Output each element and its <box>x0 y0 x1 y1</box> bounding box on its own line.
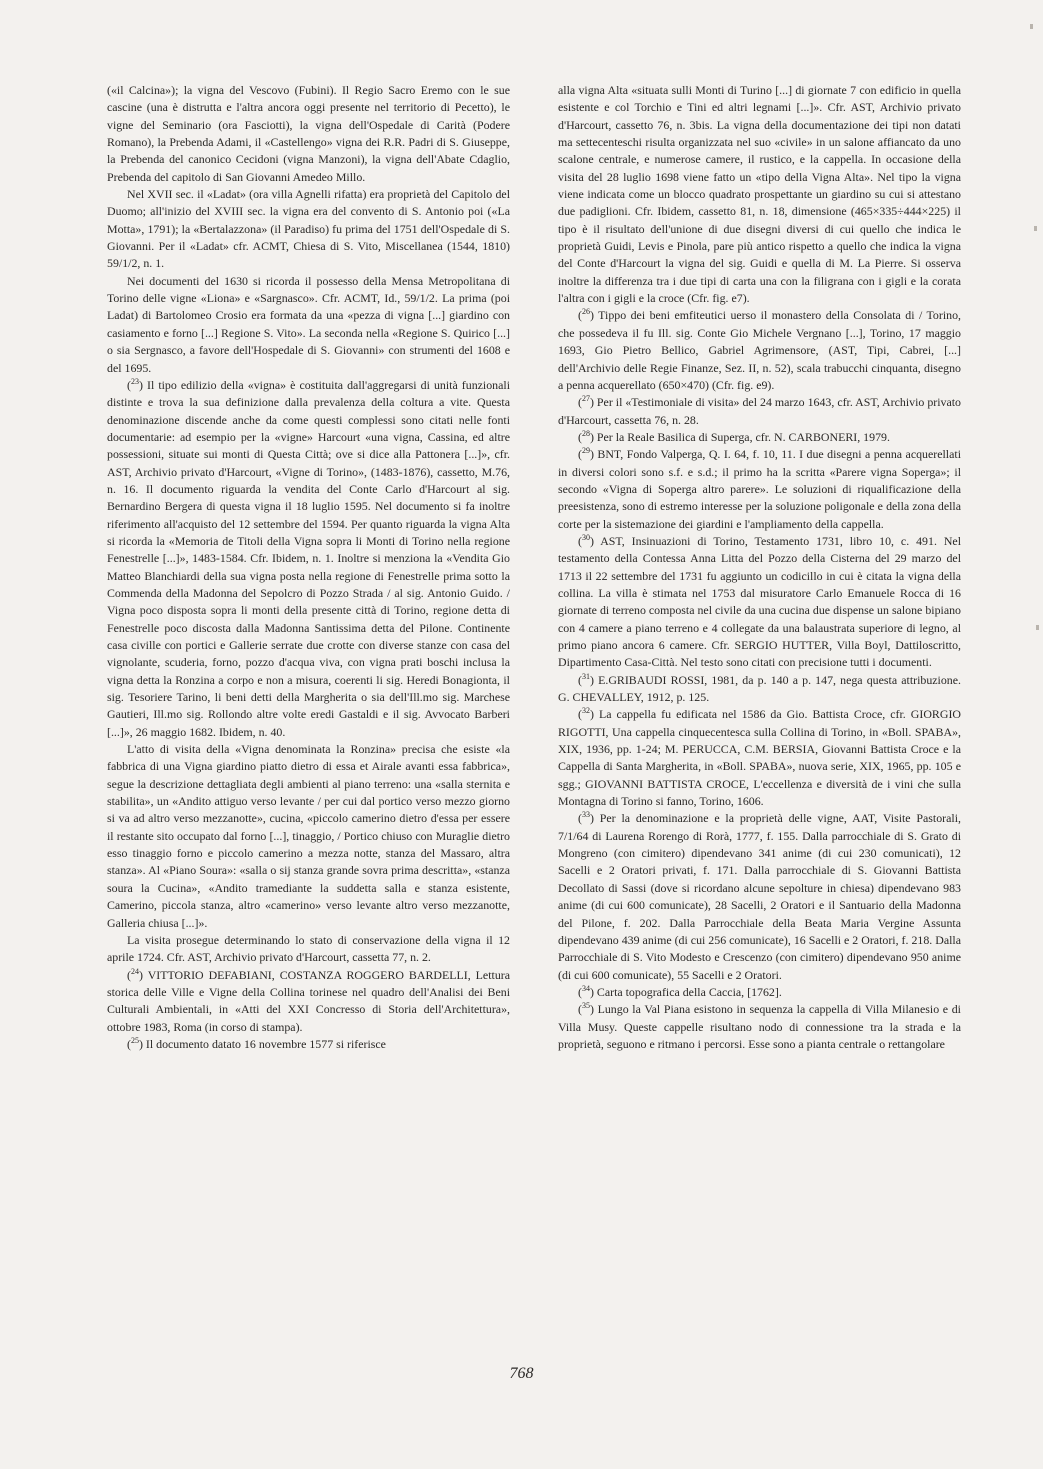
paragraph: La visita prosegue determinando lo stato di conservazione della vigna il 12 aprile 1724. Cfr. AST, Archivio privato d'Harcourt, cassetta 77, n. 2. <box>107 932 510 965</box>
scan-speck <box>1036 625 1039 630</box>
footnote-marker: 25 <box>130 1035 139 1045</box>
paragraph: alla vigna Alta «situata sulli Monti di Turino [...] di giornate 7 con edificio in quella esistente e col Torchio e Tini ed altri legnami [...]». Cfr. AST, Archivio privato d'Harcourt, cassetto 76, n. 3bis. La vigna della documentazione dei tipi non datati ma settecenteschi risulta organizzata nel suo «civile» in un salone affiancato da uno scalone centrale, e numerose camere, il rustico, e la cappella. In occasione della visita del 28 luglio 1698 viene fatto un «tipo della Vigna Alta». Nel tipo la vigna viene indicata come un blocco quadrato prospettante un giardino su cui si attestano due padiglioni. Cfr. Ibidem, cassetto 81, n. 18, dimensione (465×335÷444×225) il tipo è il risultato dell'unione di due disegni diversi di cui quello che indica le proprietà Guidi, Levis e Pinola, pare più antico rispetto a quello che indica la vigna del Conte d'Harcourt la vigna del sig. Guidi e quella di M. La Pierre. Si osserva inoltre la differenza tra i due tipi di carta una con la filigrana con i gigli e la corata l'altra con i gigli e la croce (Cfr. fig. e7). <box>558 83 961 306</box>
footnote-34: ($^{34}$) Carta topografica della Caccia, [1762]. <box>578 983 782 999</box>
scan-speck <box>1030 24 1033 29</box>
footnote-marker: 33 <box>581 810 590 820</box>
footnote-marker: 27 <box>581 394 590 404</box>
footnote-marker: 35 <box>581 1001 590 1011</box>
footnote-24: ($^{24}$) VITTORIO DEFABIANI, COSTANZA ROGGERO BARDELLI, Lettura storica delle Ville e Vigne della Collina torinese nel quadro dell'Analisi dei Beni Culturali Ambientali, in «Atti del XXI Concresso di Storia dell'Architettura», ottobre 1983, Roma (in corso di stampa). <box>107 966 510 1034</box>
footnote-29: ($^{29}$) BNT, Fondo Valperga, Q. I. 64, f. 10, 11. I due disegni a penna acquerellati in diversi colori sono s.f. e s.d.; il primo ha la scritta «Parere vigna Soperga»; il secondo «Vigna di Soperga altro parere». Le soluzioni di riqualificazione della preesistenza, sono di estremo interesse per la soluzione poligonale e della zona della corte per la sistemazione dei giardini e l'ampliamento della cappella. <box>558 446 961 531</box>
footnote-marker: 28 <box>581 428 590 438</box>
footnote-marker: 34 <box>581 983 590 993</box>
page-number: 768 <box>509 1365 534 1382</box>
footnote-28: ($^{28}$) Per la Reale Basilica di Superga, cfr. N. CARBONERI, 1979. <box>578 428 890 444</box>
footnote-marker: 32 <box>581 706 590 716</box>
scan-speck <box>1034 226 1037 231</box>
paragraph: («il Calcina»); la vigna del Vescovo (Fubini). Il Regio Sacro Eremo con le sue cascine (una è distrutta e l'altra ancora oggi presente nel territorio di Pecetto), le vigne del Seminario (ora Fasciotti), la vigna dell'Ospedale di Carità (Podere Romano), la Prebenda Adami, il «Castellengo» vigna dei R.R. Padri di S. Giuseppe, la Prebenda del canonico Cecidoni (vigna Manzoni), la vigna dell'Abate Cdaglio, Prebenda del capitolo di San Giovanni Amedeo Millo. <box>107 83 510 184</box>
footnote-27: ($^{27}$) Per il «Testimoniale di visita» del 24 marzo 1643, cfr. AST, Archivio privato d'Harcourt, cassetta 76, n. 28. <box>558 394 961 427</box>
left-column <box>107 82 510 1053</box>
paragraph: Nei documenti del 1630 si ricorda il possesso della Mensa Metropolitana di Torino delle vigne «Liona» e «Sargnasco». Cfr. ACMT, Id., 59/1/2. La prima (poi Ladat) di Bartolomeo Crosio era formata da una «pezza di vigna [...] giardino con casiamento e forno [...] Regione S. Vito». La seconda nella «Regione S. Quirico [...] o sia Sergnasco, a favore dell'Hospedale di S. Giovanni» con strumenti del 1608 e del 1695. <box>107 273 510 375</box>
footnote-30: ($^{30}$) AST, Insinuazioni di Torino, Testamento 1731, libro 10, c. 491. Nel testamento della Contessa Anna Litta del Pozzo della Cisterna del 29 marzo del 1713 il 22 settembre del 1731 fu aggiunto un codicillo in cui è citata la vigna della collina. La villa è stimata nel 1753 dal misuratore Carlo Emanuele Rocca di 16 giornate di terreno composta nel civile da una cucina due dispense un salone bipiano con 4 camere a piano terreno e 4 collegate da una balaustrata superiore di legno, al primo piano ancora 6 camere. Cfr. SERGIO HUTTER, Villa Boyl, Dattiloscritto, Dipartimento Casa-Città. Nel testo sono citati con precisione tutti i documenti. <box>558 532 962 670</box>
footnote-marker: 29 <box>581 446 590 456</box>
footnote-marker: 23 <box>130 376 139 386</box>
footnote-25: ($^{25}$) Il documento datato 16 novembre 1577 si riferisce <box>127 1035 386 1051</box>
footnote-26: ($^{26}$) Tippo dei beni emfiteutici uerso il monastero della Consolata di / Torino, che possedeva il fu Ill. sig. Conte Gio Michele Vergnano [...], Torino, 17 maggio 1693, Gio Pietro Bellico, Gabriel Agrimensore, (AST, Tipi, Cabrei, [...] dell'Archivio delle Regie Finanze, Sez. II, n. 52), scala trabucchi cinquanta, disegno a penna acquerellato (650×470) (Cfr. fig. e9). <box>558 307 962 392</box>
footnote-31: ($^{31}$) E.GRIBAUDI ROSSI, 1981, da p. 140 a p. 147, nega questa attribuzione. G. CHEVALLEY, 1912, p. 125. <box>558 671 961 705</box>
paragraph: Nel XVII sec. il «Ladat» (ora villa Agnelli rifatta) era proprietà del Capitolo del Duomo; all'inizio del XVIII sec. la vigna era del convento di S. Antonio poi («La Motta», 1791); la «Bertalazzona» (il Paradiso) fu prima del 1751 dell'Ospedale di S. Giovanni. Per il «Ladat» cfr. ACMT, Chiesa di S. Vito, Miscellanea (1544, 1810) 59/1/2, n. 1. <box>107 187 510 271</box>
footnote-marker: 31 <box>581 671 590 681</box>
footnote-33: ($^{33}$) Per la denominazione e la proprietà delle vigne, AAT, Visite Pastorali, 7/1/64 di Laurena Rorengo di Rorà, 1777, f. 155. Dalla parrocchiale di S. Grato di Mongreno (con cimitero) dipendevano 341 anime (di cui 230 comunicati), 12 Sacelli e 2 Oratori privati, f. 171. Dalla parrocchiale di S. Giovanni Battista Decollato di Sassi (dove si ricordano alcune sepolture in chiesa) dipendevano 983 anime (di cui 600 comunicate), 28 Sacelli, 2 Oratori e il Santuario della Madonna del Pilone, f. 202. Dalla Parrocchiale della Beata Maria Vergine Assunta dipendevano 439 anime (di cui 256 comunicate), 16 Sacelli e 2 Oratori, f. 218. Dalla Parrocchiale di S. Vito Modesto e Crescenzo (con cimitero) dipendevano 950 anime (di cui 600 comunicate), 55 Sacelli e 2 Oratori. <box>558 810 961 982</box>
footnote-32: ($^{32}$) La cappella fu edificata nel 1586 da Gio. Battista Croce, cfr. GIORGIO RIGOTTI, Una cappella cinquecentesca sulla Collina di Torino, in «Boll. SPABA», XIX, 1936, pp. 1-24; M. PERUCCA, C.M. BERSIA, Giovanni Battista Croce e la Cappella di Santa Margherita, in «Boll. SPABA», nuova serie, XIX, 1965, pp. 105 e sgg.; GIOVANNI BATTISTA CROCE, L'eccellenza e diversità de i vini che sulla Montagna di Torino si fanno, Torino, 1606. <box>558 706 961 809</box>
paragraph: L'atto di visita della «Vigna denominata la Ronzina» precisa che esiste «la fabbrica di una Vigna giardino piatto dietro di essa et Airale avanti essa fabbrica», segue la descrizione dettagliata degli ambienti al piano terreno: una «salla sternita e stabilita», un «Andito attiguo verso levante / per cui dal portico verso mezzo giorno si va ad altro verso mezzanotte», cucina, «piccolo camerino dietro d'essa per essere il restante sito occupato dal forno [...], tinaggio, / Portico chiuso con Muraglie dietro esso tinaggio forno e piccolo camerino a mezza notte, stanza del Massaro, altra stanza». Al «Piano Soura»: «salla o sij stanza grande sovra prima descritta», «stanza soura la Cucina», «Andito tramediante la suddetta salla e stanza esistente, Camerino, piccola stanza, altro «camerino» verso levante altro verso mezzanotte, Galleria chiusa [...]». <box>107 742 510 930</box>
right-column <box>558 82 961 1053</box>
footnote-marker: 24 <box>130 966 139 976</box>
footnote-marker: 30 <box>581 532 590 542</box>
footnote-35: ($^{35}$) Lungo la Val Piana esistono in sequenza la cappella di Villa Milanesio e di Villa Musy. Queste cappelle risultano nodo di connessione tra la strada e la proprietà, seguono e ritmano i percorsi. Esse sono a pianta centrale o rettangolare <box>558 1001 961 1051</box>
footnote-marker: 26 <box>581 307 590 317</box>
footnote-23: ($^{23}$) Il tipo edilizio della «vigna» è costituita dall'aggregarsi di unità funzionali distinte e trova la sua definizione dalla prevalenza della coltura a vite. Questa denominazione discende anche da come questi complessi sono citati nelle fonti documentarie: ad esempio per la «vigne» Harcourt «una vigna, Cassina, ed altre possessioni, situate sui monti di Questa Città; ove si dice alla Pattonera [...]», cfr. AST, Archivio privato d'Harcourt, «Vigne di Torino», (1483-1876), cassetto, M.76, n. 16. Il documento riguarda la vendita del Conte Carlo d'Harcourt al sig. Bernardino Bergera di questa vigna il 18 luglio 1595. Nel documento si fa inoltre riferimento all'acquisto del 12 settembre del 1594. Per quanto riguarda la vigna Alta si ricorda la «Memoria de Titoli della Vigna sopra li Monti di Torino nella regione Fenestrelle [...]», 1483-1584. Cfr. Ibidem, n. 1. Inoltre si menziona la «Vendita Gio Matteo Blanchiardi della sua vigna posta nella regione di Fenestrelle prima sotto la Commenda della Madonna del Sepolcro di Pozzo Strada / al sig. Antonio Guido. / Vigna poco disposta sopra li monti della presente città di Torino, regione detta di Fenestrelle poco discosta dalla Madonna Santissima detta del Pilone. Continente casa civille con portici e Gallerie serrate due crotte con diverse stanze con casa del vignolante, scuderia, forno, pozzo d'acqua viva, con vigna prati boschi inclusa la vigna detta la Ronzina a corpo e non a misura, coerenti li sig. Heredi Bonagionta, il sig. Tesoriere Tarino, li beni detti della Margherita o sia dell'Ill.mo sig. Marchese Gautieri, Ill.mo sig. Rollondo altre volte eredi Gastaldi e il sig. Avvocato Barberi [...]», 26 maggio 1682. Ibidem, n. 40. <box>107 376 511 739</box>
